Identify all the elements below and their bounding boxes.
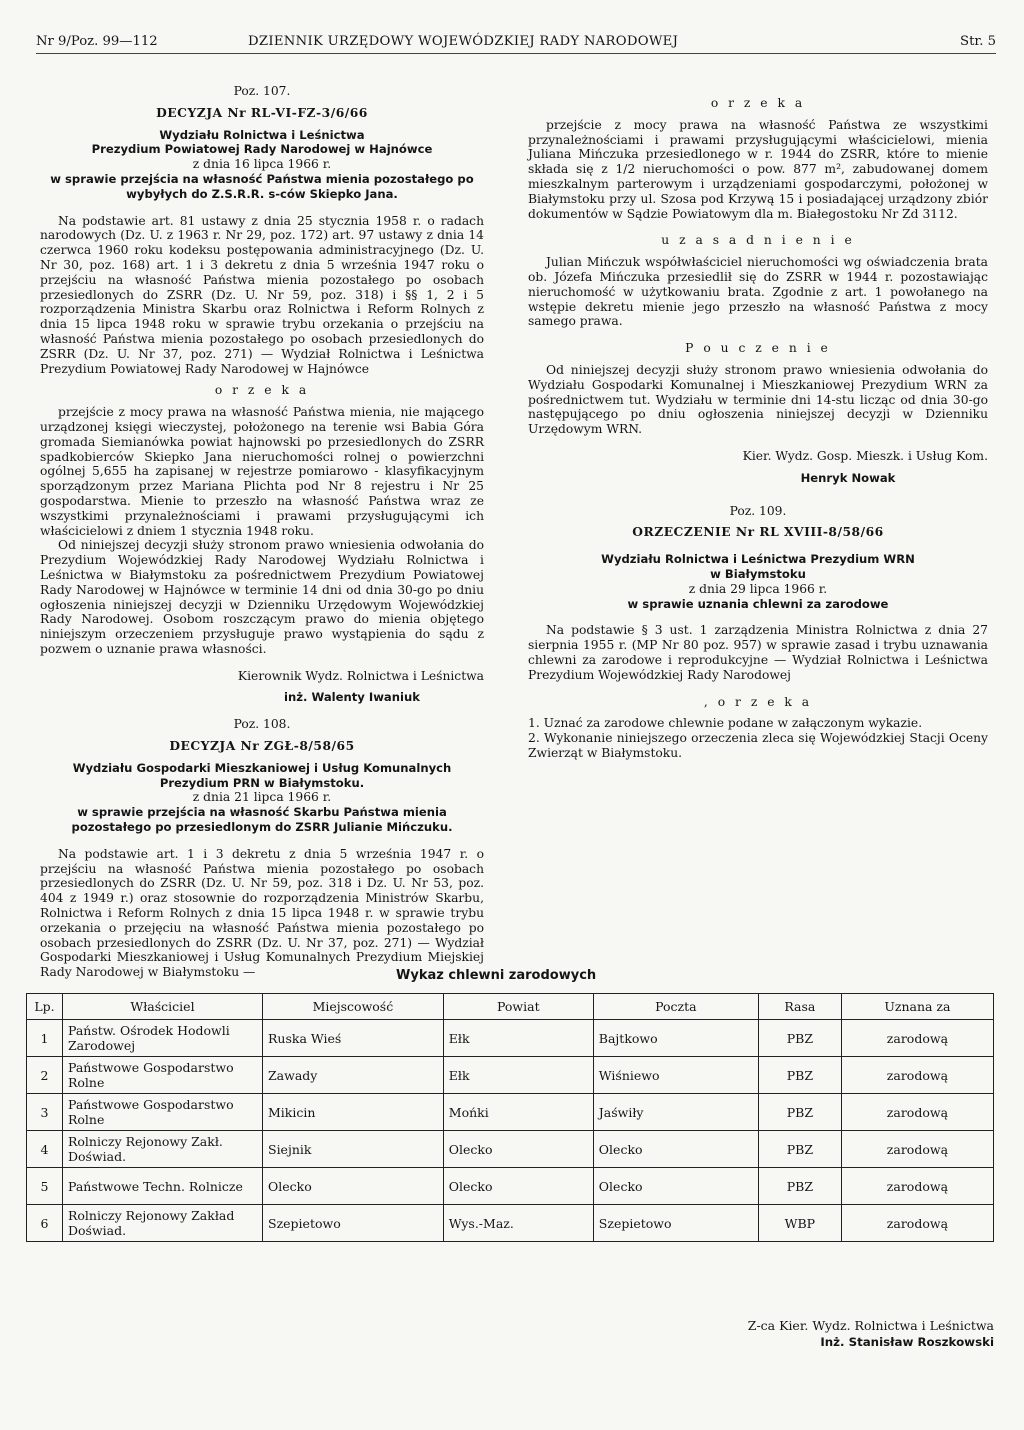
table-title: Wykaz chlewni zarodowych	[396, 968, 597, 983]
table-cell: Szepietowo	[263, 1205, 444, 1242]
poz-107-subtitle-1: Wydziału Rolnictwa i Leśnictwa	[159, 127, 365, 142]
poz-108-uzasadnienie: u z a s a d n i e n i e	[661, 233, 855, 248]
table-cell: PBZ	[758, 1020, 841, 1057]
table-cell: Rolniczy Rejonowy Zakł. Doświad.	[63, 1131, 263, 1168]
page-header	[36, 34, 996, 54]
poz-107-signer-name: inż. Walenty Iwaniuk	[284, 690, 420, 705]
table-header-row	[27, 994, 994, 1020]
poz-108-paragraph-justification: Julian Mińczuk współwłaściciel nieruchomości wg oświadczenia brata ob. Józefa Mińczuka przesiedlił się do ZSRR w 1944 r. pozostawiając nieruchomość w użytkowaniu brata. Zgodnie z art. 1 powołanego na wstępie dekretu mienie jego przeszło na własność Państwa z mocy samego prawa.	[528, 255, 988, 329]
table-row	[27, 1020, 994, 1057]
table-cell: 4	[27, 1131, 63, 1168]
table-cell: zarodową	[841, 1057, 993, 1094]
table-cell: Zawady	[263, 1057, 444, 1094]
poz-108-signer-name: Henryk Nowak	[800, 470, 896, 485]
final-signer-name: Inż. Stanisław Roszkowski	[820, 1335, 994, 1349]
table-cell: 1	[27, 1020, 63, 1057]
table-cell: Olecko	[443, 1168, 593, 1205]
poz-108-orzeka: o r z e k a	[710, 96, 806, 110]
table-cell: Siejnik	[263, 1131, 444, 1168]
poz-108-paragraph-appeal: Od niniejszej decyzji służy stronom prawo wniesienia odwołania do Wydziału Gospodarki Komunalnej i Mieszkaniowej Prezydium WRN za pośrednictwem tut. Wydziału w terminie dni 14-stu licząc od dnia 30-go następującego po dniu ogłoszenia niniejszej decyzji w Dzienniku Urzędowym WRN.	[528, 362, 988, 437]
poz-109-orzeka: , o r z e k a	[703, 694, 813, 709]
poz-108-pouczenie: P o u c z e n i e	[685, 341, 831, 356]
poz-108-paragraph-decision: przejście z mocy prawa na własność Państwa ze wszystkimi przynależnościami i prawami przysługującymi właścicielowi, mienia Juliana Mińczuka przesiedlonego w r. 1944 do ZSRR, które to mienie składa się z 1/2 nieruchomości o pow. 877 m², zabudowanej domem mieszkalnym parterowym i urządzeniami gospodarczymi, położonej w Białymstoku przy ul. Szosa pod Krzywą 15 i posiadającej urządzony zbiór dokumentów w Sądzie Powiatowym dla m. Białegostoku Nr Zd 3112.	[528, 117, 988, 221]
table-cell: 5	[27, 1168, 63, 1205]
table-cell: 2	[27, 1057, 63, 1094]
table-cell: Olecko	[263, 1168, 444, 1205]
table-cell: Mikicin	[263, 1094, 444, 1131]
table-cell: Ełk	[443, 1057, 593, 1094]
table-cell: zarodową	[841, 1205, 993, 1242]
table-cell: PBZ	[758, 1168, 841, 1205]
poz-108-title: DECYZJA Nr ZGŁ-8/58/65	[169, 738, 355, 754]
table-header-breed: Rasa	[758, 994, 841, 1020]
table-header-locality: Miejscowość	[263, 994, 444, 1020]
final-signer-title: Z-ca Kier. Wydz. Rolnictwa i Leśnictwa	[747, 1318, 994, 1333]
table-cell: Bajtkowo	[593, 1020, 758, 1057]
table-cell: 6	[27, 1205, 63, 1242]
poz-109-subject: w sprawie uznania chlewni za zarodowe	[627, 596, 889, 611]
final-signature	[664, 1318, 994, 1350]
poz-109-paragraph-legal-basis: Na podstawie § 3 ust. 1 zarządzenia Ministra Rolnictwa z dnia 27 sierpnia 1955 r. (MP Nr 80 poz. 957) w sprawie zasad i trybu uznawania chlewni za zarodowe i reprodukcyjne — Wydział Rolnictwa i Leśnictwa Prezydium Wojewódzkiej Rady Narodowej	[528, 623, 988, 682]
poz-109-number: Poz. 109.	[729, 503, 787, 518]
poz-107-paragraph-decision: przejście z mocy prawa na własność Państwa mienia, nie mającego urządzonej księgi wieczystej, położonego na terenie wsi Babia Góra gromada Siemianówka powiat hajnowski po przesiedlonych do ZSRR spadkobierców Skiepko Jana nieruchomości rolnej o powierzchni ogólnej 5,655 ha zapisanej w rejestrze pomiarowo - klasyfikacyjnym sporządzonym przez Mariana Plichta pod Nr 8 rejestru i Nr 25 gospodarstwa. Mienie to przeszło na własność Państwa wraz ze wszystkimi przynależnościami i prawami przysługującymi ich właścicielowi z dniem 1 stycznia 1948 roku.	[40, 405, 484, 538]
poz-107-paragraph-appeal: Od niniejszej decyzji służy stronom prawo wniesienia odwołania do Prezydium Wojewódzkiej Rady Narodowej Wydziału Rolnictwa i Leśnictwa w Białymstoku za pośrednictwem Prezydium Powiatowej Rady Narodowej w Hajnówce w terminie 14 dni od dnia 30-go po dniu ogłoszenia niniejszej decyzji w Dzienniku Urzędowym Wojewódzkiej Rady Narodowej. Osobom roszczącym prawo do mienia objętego niniejszym orzeczeniem przysługuje prawo wystąpienia do sądu z pozwem o uznanie prawa własności.	[40, 538, 484, 656]
table-cell: zarodową	[841, 1168, 993, 1205]
table-cell: Państwowe Gospodarstwo Rolne	[63, 1094, 263, 1131]
table-cell: 3	[27, 1094, 63, 1131]
poz-109-title: ORZECZENIE Nr RL XVIII-8/58/66	[632, 524, 884, 540]
poz-107-orzeka: o r z e k a	[214, 383, 310, 398]
poz-108-subtitle-2: Prezydium PRN w Białymstoku.	[159, 775, 365, 790]
table-cell: PBZ	[758, 1057, 841, 1094]
table-cell: zarodową	[841, 1094, 993, 1131]
table-cell: Państwowe Gospodarstwo Rolne	[63, 1057, 263, 1094]
table-row	[27, 1205, 994, 1242]
table-header-recognized-as: Uznana za	[841, 994, 993, 1020]
poz-107-title: DECYZJA Nr RL-VI-FZ-3/6/66	[156, 104, 368, 120]
table-header-county: Powiat	[443, 994, 593, 1020]
poz-108-date: z dnia 21 lipca 1966 r.	[192, 790, 332, 805]
table-row	[27, 1057, 994, 1094]
table-cell: Wiśniewo	[593, 1057, 758, 1094]
table-cell: zarodową	[841, 1020, 993, 1057]
poz-107-paragraph-legal-basis: Na podstawie art. 81 ustawy z dnia 25 stycznia 1958 r. o radach narodowych (Dz. U. z 1963 r. Nr 29, poz. 172) art. 97 ustawy z dnia 14 czerwca 1960 roku kodeksu postępowania administracyjnego (Dz. U. Nr 30, poz. 168) art. 1 i 3 dekretu z dnia 5 września 1947 roku o przejściu na własność Państwa mienia pozostałego po osobach przesiedlonych do ZSRR (Dz. U. Nr 59, poz. 318) i §§ 1, 2 i 5 rozporządzenia Ministra Skarbu oraz Rolnictwa i Reform Rolnych z dnia 15 lipca 1948 roku w sprawie trybu orzekania o przejściu na własność Państwa mienia pozostałego po osobach przesiedlonych do ZSRR (Dz. U. Nr 37, poz. 271) — Wydział Rolnictwa i Leśnictwa Prezydium Powiatowej Rady Narodowej w Hajnówce	[40, 213, 484, 376]
table-header-owner: Właściciel	[63, 994, 263, 1020]
table-cell: Szepietowo	[593, 1205, 758, 1242]
poz-107-subtitle-2: Prezydium Powiatowej Rady Narodowej w Hajnówce	[91, 142, 433, 157]
poz-108-signer-title: Kier. Wydz. Gosp. Mieszk. i Usług Kom.	[742, 448, 988, 463]
poz-109-date: z dnia 29 lipca 1966 r.	[688, 581, 828, 596]
table-row	[27, 1168, 994, 1205]
poz-107-signer-title: Kierownik Wydz. Rolnictwa i Leśnictwa	[237, 668, 484, 683]
poz-109-item-1: 1. Uznać za zarodowe chlewnie podane w załączonym wykazie.	[528, 716, 923, 731]
breeding-farms-table	[26, 993, 994, 1242]
table-row	[27, 1131, 994, 1168]
poz-108-subtitle-1: Wydziału Gospodarki Mieszkaniowej i Usług Komunalnych	[72, 760, 452, 775]
poz-108-paragraph-legal-basis: Na podstawie art. 1 i 3 dekretu z dnia 5 września 1947 r. o przejściu na własność Państwa mienia pozostałego po osobach przesiedlonych do ZSRR (Dz. U. Nr 59, poz. 318 i Dz. U. Nr 53, poz. 404 z 1949 r.) oraz stosownie do rozporządzenia Ministrów Skarbu, Rolnictwa i Reform Rolnych z dnia 15 lipca 1948 r. w sprawie trybu orzekania o przejęciu na własność Państwa mienia pozostałego po osobach przesiedlonych do ZSRR (Dz. U. Nr 37, poz. 271) — Wydział Gospodarki Mieszkaniowej i Usług Komunalnych Prezydium Miejskiej Rady Narodowej w Białymstoku —	[40, 846, 484, 980]
table-cell: Olecko	[593, 1168, 758, 1205]
header-journal-title: DZIENNIK URZĘDOWY WOJEWÓDZKIEJ RADY NARODOWEJ	[248, 34, 679, 49]
table-cell: Rolniczy Rejonowy Zakład Doświad.	[63, 1205, 263, 1242]
poz-109-item-2: 2. Wykonanie niniejszego orzeczenia zleca się Wojewódzkiej Stacji Oceny Zwierząt w Białymstoku.	[528, 731, 988, 760]
poz-107-subject: w sprawie przejścia na własność Państwa mienia pozostałego po wybyłych do Z.S.R.R. s-ców Skiepko Jana.	[50, 171, 474, 201]
table-cell: Jaświły	[593, 1094, 758, 1131]
table-cell: Ruska Wieś	[263, 1020, 444, 1057]
poz-107-date: z dnia 16 lipca 1966 r.	[192, 157, 332, 172]
table-row	[27, 1094, 994, 1131]
poz-108-number: Poz. 108.	[233, 717, 291, 732]
table-cell: WBP	[758, 1205, 841, 1242]
right-column	[528, 84, 988, 761]
poz-108-subject: w sprawie przejścia na własność Skarbu Państwa mienia pozostałego po przesiedlonym do ZSRR Julianie Mińczuku.	[71, 805, 453, 835]
table-cell: Państwowe Techn. Rolnicze	[63, 1168, 263, 1205]
left-column	[40, 84, 484, 980]
table-cell: Mońki	[443, 1094, 593, 1131]
table-header-post-office: Poczta	[593, 994, 758, 1020]
header-issue: Nr 9/Poz. 99—112	[36, 34, 158, 49]
header-page-number: Str. 5	[960, 34, 996, 49]
table-cell: zarodową	[841, 1131, 993, 1168]
poz-109-subtitle-2: w Białymstoku	[710, 566, 806, 581]
table-cell: Wys.-Maz.	[443, 1205, 593, 1242]
poz-107-number: Poz. 107.	[233, 84, 291, 98]
table-cell: Olecko	[443, 1131, 593, 1168]
table-cell: Olecko	[593, 1131, 758, 1168]
table-cell: PBZ	[758, 1131, 841, 1168]
table-cell: Ełk	[443, 1020, 593, 1057]
poz-109-subtitle-1: Wydziału Rolnictwa i Leśnictwa Prezydium WRN	[601, 552, 915, 567]
table-header-lp: Lp.	[27, 994, 63, 1020]
table-cell: PBZ	[758, 1094, 841, 1131]
table-cell: Państw. Ośrodek Hodowli Zarodowej	[63, 1020, 263, 1057]
